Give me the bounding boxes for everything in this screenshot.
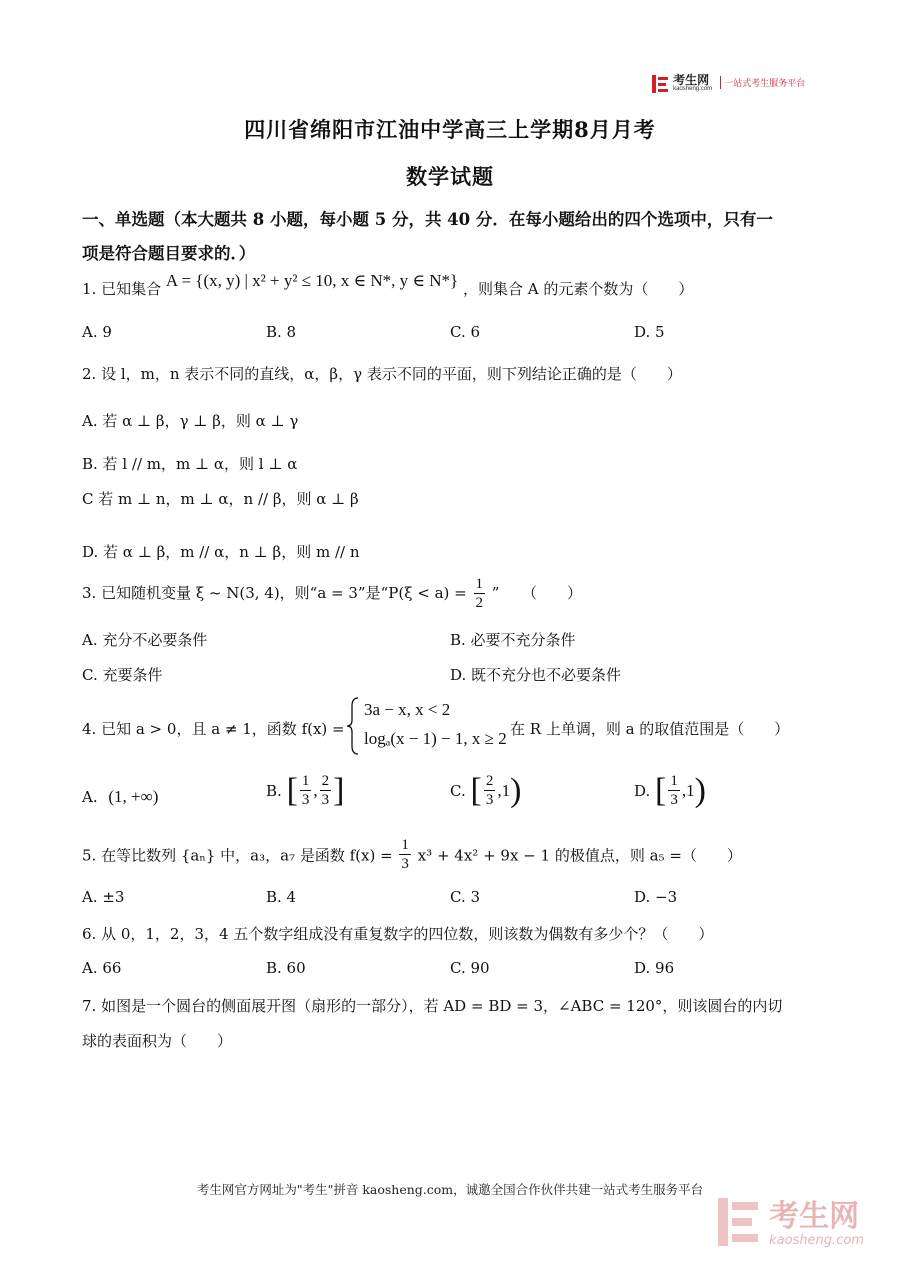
question-2-stem: 2. 设 l，m，n 表示不同的直线，α，β，γ 表示不同的平面，则下列结论正确的是（ ） [82, 365, 682, 383]
logo-name: 考生网 [673, 72, 710, 87]
q4-option-b: B. [ $\frac{1}{3}$ , $\frac{2}{3}$ ] [266, 772, 345, 809]
section-heading-line2: 项是符合题目要求的．） [82, 244, 256, 263]
page-subtitle: 数学试题 [406, 164, 494, 189]
q4-option-d: D. [ $\frac{1}{3}$ ,1) [634, 772, 706, 809]
q4-suffix: 在 R 上单调，则 a 的取值范围是（ ） [510, 720, 790, 738]
q4-piecewise-brace [346, 696, 360, 760]
q6-option-d: D. 96 [634, 959, 675, 977]
q1-option-b: B. 8 [266, 323, 297, 341]
q4-case-2: logₐ(x − 1) − 1, x ≥ 2 [364, 729, 507, 748]
q3-option-a: A. 充分不必要条件 [82, 631, 208, 649]
watermark-name: 考生网 [769, 1198, 860, 1234]
q4-option-a: A. (1, +∞) [82, 787, 159, 806]
q2-option-a: A. 若 α ⊥ β，γ ⊥ β，则 α ⊥ γ [82, 412, 299, 430]
q5-option-b: B. 4 [266, 888, 297, 906]
q3-option-d: D. 既不充分也不必要条件 [450, 666, 622, 684]
question-7-line2: 球的表面积为（ ） [82, 1032, 233, 1050]
watermark [718, 1198, 864, 1250]
q6-option-a: A. 66 [82, 959, 122, 977]
q6-option-b: B. 60 [266, 959, 306, 977]
question-3-stem: 3. 已知随机变量 ξ ~ N(3, 4)，则“a = 3”是“P(ξ < a) = $\frac{1}{2}$ ” （ ） [82, 576, 582, 611]
logo-domain: kaosheng.com [673, 85, 713, 92]
q4-option-c: C. [ $\frac{2}{3}$ ,1) [450, 772, 522, 809]
kaosheng-logo-icon [652, 75, 668, 91]
section-heading-line1: 一、单选题（本大题共 8 小题，每小题 5 分，共 40 分．在每小题给出的四个选项中，只有一 [82, 210, 773, 229]
header-logo [652, 72, 805, 96]
q5-option-c: C. 3 [450, 888, 481, 906]
logo-slogan: 一站式考生服务平台 [720, 76, 805, 89]
brace-icon [346, 696, 360, 756]
q1-option-d: D. 5 [634, 323, 665, 341]
q3-fraction: $\frac{1}{2}$ [475, 576, 483, 611]
q5-option-d: D. −3 [634, 888, 678, 906]
q3-option-c: C. 充要条件 [82, 666, 163, 684]
footer-text: 考生网官方网址为"考生"拼音 kaosheng.com，诚邀全国合作伙伴共建一站式考生服务平台 [196, 1182, 704, 1197]
question-7-line1: 7. 如图是一个圆台的侧面展开图（扇形的一部分），若 AD = BD = 3，∠ABC = 120°，则该圆台的内切 [82, 997, 783, 1015]
q1-set-formula: A = {(x, y) | x² + y² ≤ 10, x ∈ N*, y ∈ N*} [165, 271, 459, 290]
q2-option-b: B. 若 l // m，m ⊥ α，则 l ⊥ α [82, 455, 298, 473]
page-title: 四川省绵阳市江油中学高三上学期8月月考 [244, 117, 656, 142]
question-4-stem: 4. 已知 a > 0，且 a ≠ 1，函数 f(x) = [82, 720, 345, 738]
question-5-stem: 5. 在等比数列 {aₙ} 中，a₃，a₇ 是函数 f(x) = $\frac{1}{3}$ x³ + 4x² + 9x − 1 的极值点，则 a₅ =（ ） [82, 837, 742, 872]
question-1-stem: 1. 已知集合 A = {(x, y) | x² + y² ≤ 10, x ∈ N*, y ∈ N*} ，则集合 A 的元素个数为（ ） [82, 271, 694, 298]
q3-option-b: B. 必要不充分条件 [450, 631, 576, 649]
q6-option-c: C. 90 [450, 959, 490, 977]
question-6-stem: 6. 从 0，1，2，3，4 五个数字组成没有重复数字的四位数，则该数为偶数有多少个？（ ） [82, 925, 714, 943]
q4-case-1: 3a − x, x < 2 [364, 700, 451, 719]
watermark-logo-icon [718, 1198, 758, 1250]
q1-option-a: A. 9 [82, 323, 112, 341]
q1-option-c: C. 6 [450, 323, 481, 341]
q5-option-a: A. ±3 [82, 888, 125, 906]
q2-option-d: D. 若 α ⊥ β，m // α，n ⊥ β，则 m // n [82, 543, 360, 561]
watermark-domain: kaosheng.com [769, 1232, 864, 1248]
q2-option-c: C 若 m ⊥ n，m ⊥ α，n // β，则 α ⊥ β [82, 490, 359, 508]
